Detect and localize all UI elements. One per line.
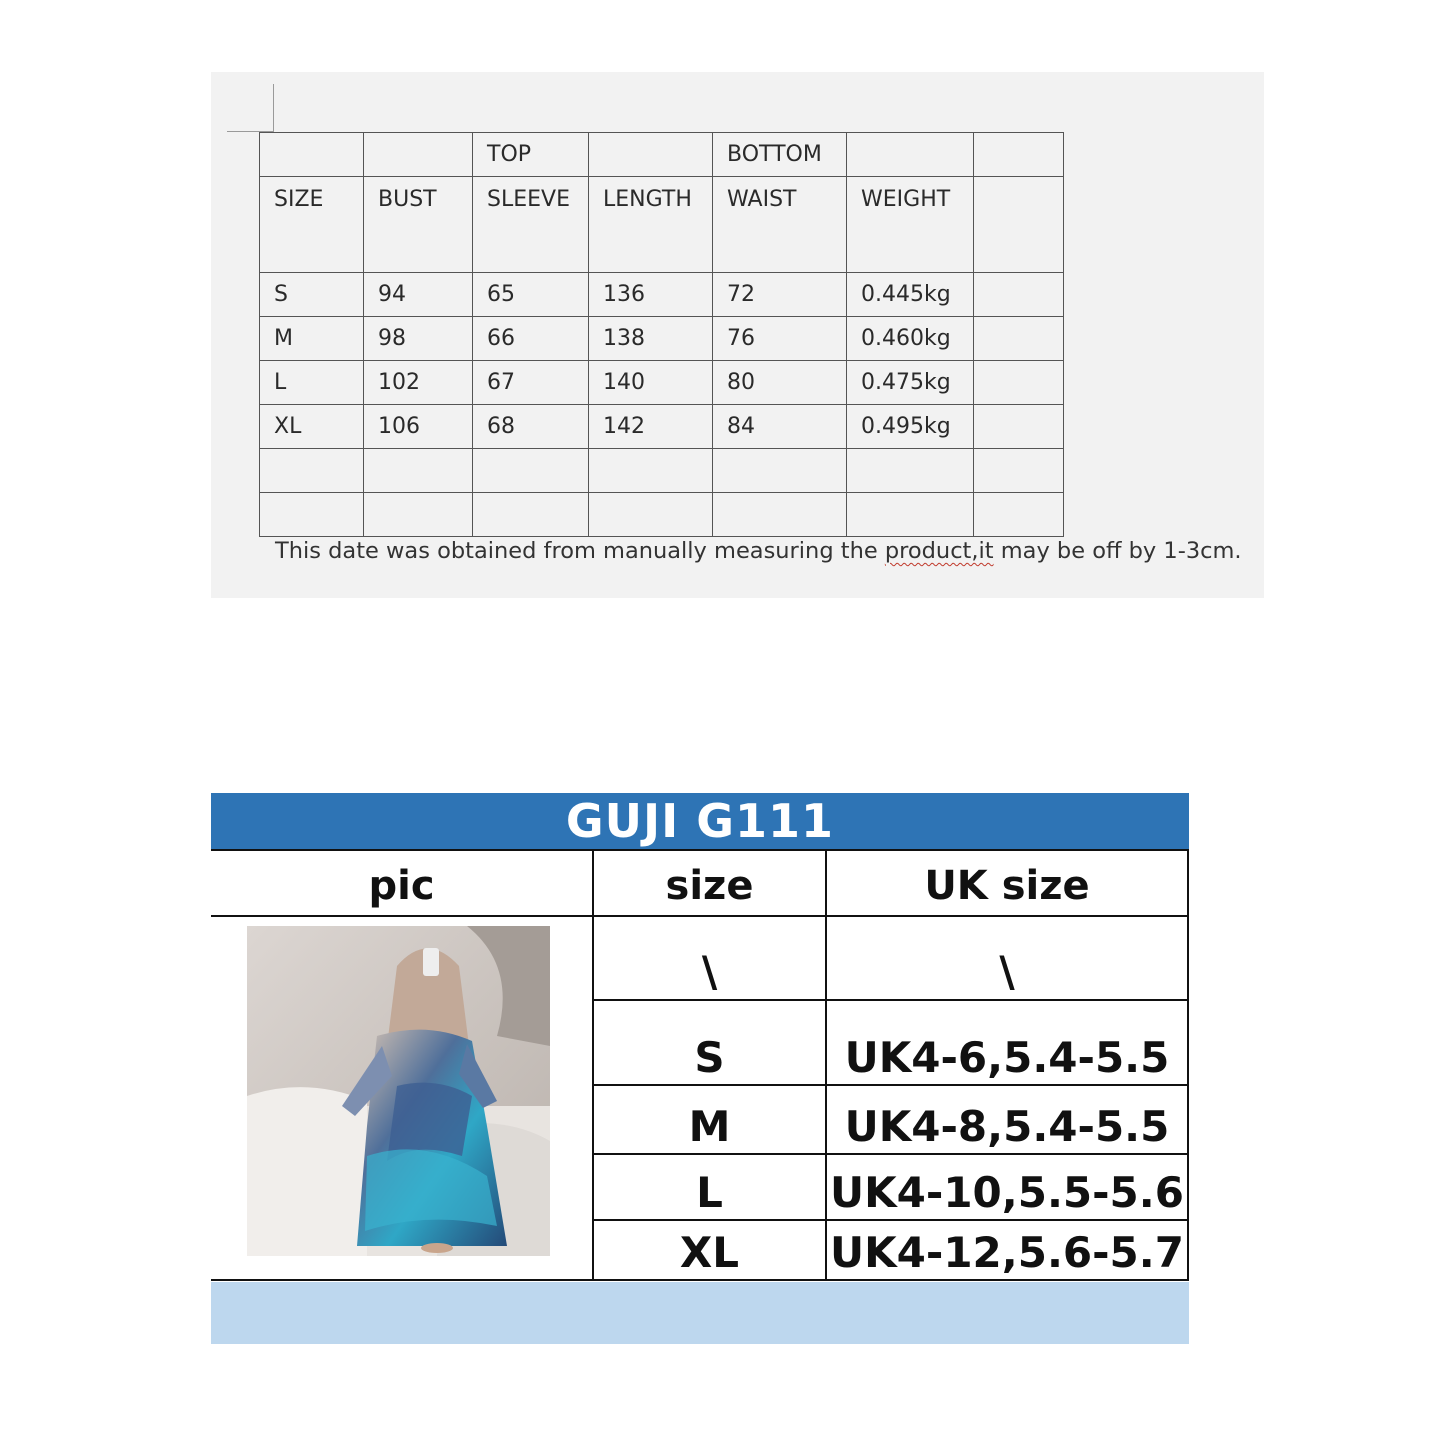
- table-cell: BUST: [364, 177, 473, 273]
- table-cell: [260, 493, 364, 537]
- table-cell: [589, 449, 713, 493]
- uk-size-chart: [211, 793, 1189, 1345]
- table-cell: 67: [473, 361, 589, 405]
- measurement-table: [259, 132, 1064, 537]
- table-cell: [713, 493, 847, 537]
- rule: [211, 1279, 1189, 1281]
- measurement-panel: [211, 72, 1264, 598]
- table-cell: 140: [589, 361, 713, 405]
- table-cell: 66: [473, 317, 589, 361]
- table-cell: [847, 449, 974, 493]
- rule: [211, 915, 1189, 917]
- table-cell: XL: [260, 405, 364, 449]
- table-cell: [974, 317, 1064, 361]
- rule: [592, 1084, 1189, 1086]
- table-cell: SLEEVE: [473, 177, 589, 273]
- table-cell: [364, 133, 473, 177]
- table-cell: L: [260, 361, 364, 405]
- table-cell: [364, 493, 473, 537]
- table-cell: 94: [364, 273, 473, 317]
- table-row: [260, 273, 1064, 317]
- table-cell: [974, 273, 1064, 317]
- table-cell: 102: [364, 361, 473, 405]
- table-cell: 0.460kg: [847, 317, 974, 361]
- table-cell: [364, 449, 473, 493]
- table-cell: [847, 493, 974, 537]
- table-cell: 138: [589, 317, 713, 361]
- table-cell: [260, 449, 364, 493]
- table-row: [260, 361, 1064, 405]
- table-cell: [260, 133, 364, 177]
- table-cell: 142: [589, 405, 713, 449]
- rule: [592, 999, 1189, 1001]
- uk-size-cell: UK4-8,5.4-5.5: [844, 1102, 1170, 1151]
- table-row: [260, 133, 1064, 177]
- table-cell: [974, 361, 1064, 405]
- table-cell: WEIGHT: [847, 177, 974, 273]
- table-cell: SIZE: [260, 177, 364, 273]
- table-cell: [473, 449, 589, 493]
- table-cell: 65: [473, 273, 589, 317]
- table-row: [260, 405, 1064, 449]
- table-cell: [974, 493, 1064, 537]
- table-cell: 136: [589, 273, 713, 317]
- header-uk-size: UK size: [924, 863, 1090, 909]
- table-cell: [974, 405, 1064, 449]
- table-cell: [473, 493, 589, 537]
- table-row: [260, 493, 1064, 537]
- table-cell: [974, 133, 1064, 177]
- table-cell: S: [260, 273, 364, 317]
- rule: [1187, 849, 1189, 1281]
- footnote-text: This date was obtained from manually measuring the: [275, 538, 885, 564]
- table-cell: 80: [713, 361, 847, 405]
- size-cell: XL: [679, 1228, 740, 1277]
- table-cell: 0.475kg: [847, 361, 974, 405]
- table-cell: [847, 133, 974, 177]
- size-cell: \: [701, 947, 718, 996]
- footnote-spellcheck-word: product,it: [884, 538, 994, 564]
- table-cell: 98: [364, 317, 473, 361]
- measurement-footnote: [275, 538, 1242, 564]
- table-row: [260, 317, 1064, 361]
- product-photo: [247, 926, 550, 1256]
- chart-footer-bar: [211, 1282, 1189, 1344]
- chart-title: GUJI G111: [211, 793, 1189, 849]
- table-cell: [589, 493, 713, 537]
- size-cell: S: [694, 1033, 725, 1082]
- table-cell: WAIST: [713, 177, 847, 273]
- uk-size-cell: UK4-10,5.5-5.6: [830, 1168, 1184, 1217]
- uk-size-cell: UK4-6,5.4-5.5: [844, 1033, 1170, 1082]
- table-cell: 0.445kg: [847, 273, 974, 317]
- footnote-text: may be off by 1-3cm.: [993, 538, 1242, 564]
- table-row: [260, 449, 1064, 493]
- rule: [592, 1153, 1189, 1155]
- rule: [211, 849, 1189, 851]
- table-cell: 106: [364, 405, 473, 449]
- table-cell: 0.495kg: [847, 405, 974, 449]
- table-cell: 76: [713, 317, 847, 361]
- table-row: [260, 177, 1064, 273]
- table-cell: LENGTH: [589, 177, 713, 273]
- table-cell: 68: [473, 405, 589, 449]
- table-cell: [589, 133, 713, 177]
- table-cell: [974, 449, 1064, 493]
- rule: [592, 1219, 1189, 1221]
- uk-size-cell: UK4-12,5.6-5.7: [830, 1228, 1184, 1277]
- size-cell: M: [688, 1102, 731, 1151]
- table-cell: 84: [713, 405, 847, 449]
- corner-mark: [273, 84, 274, 132]
- table-cell: 72: [713, 273, 847, 317]
- table-cell: TOP: [473, 133, 589, 177]
- header-size: size: [665, 863, 754, 909]
- uk-size-cell: \: [999, 947, 1015, 996]
- table-cell: [713, 449, 847, 493]
- table-cell: [974, 177, 1064, 273]
- table-cell: BOTTOM: [713, 133, 847, 177]
- table-cell: M: [260, 317, 364, 361]
- size-cell: L: [696, 1168, 723, 1217]
- header-pic: pic: [368, 863, 435, 909]
